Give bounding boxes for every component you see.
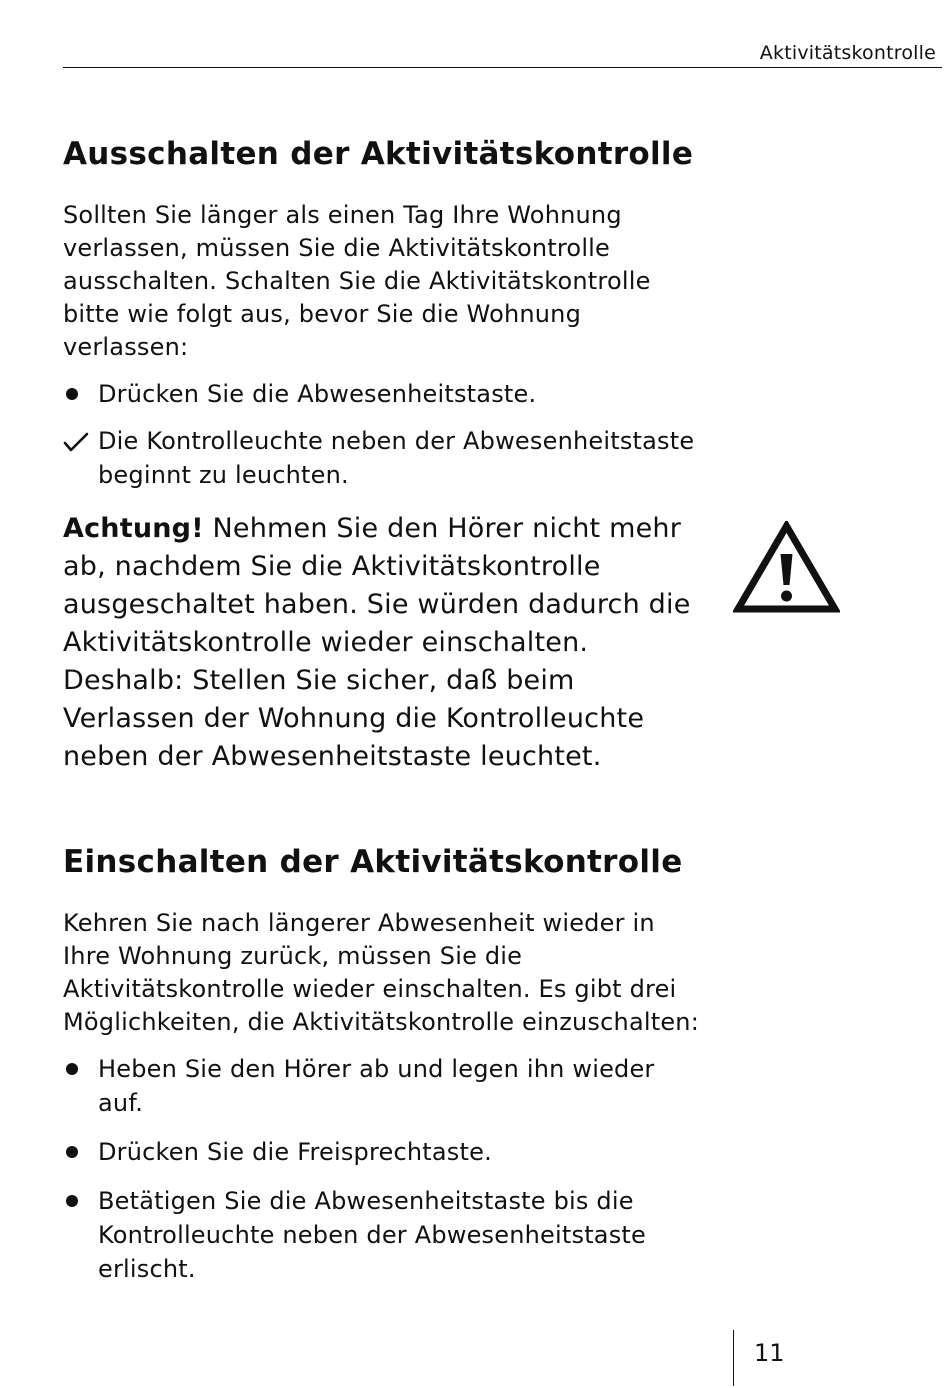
list-item [63, 1184, 703, 1286]
warning-body: Nehmen Sie den Hörer nicht mehr ab, nachdem Sie die Aktivitätskontrolle ausgeschaltet haben. Sie würden dadurch die Aktivitätskontrolle wieder einschalten. Deshalb: Stellen Sie sicher, daß beim Verlassen der Wohnung die Kontrolleuchte neben der Abwesenheitstaste leuchtet. [63, 513, 691, 772]
running-head: Aktivitätskontrolle [759, 42, 936, 64]
warning-triangle-icon [733, 521, 840, 614]
header-rule [63, 67, 942, 68]
page-content [63, 126, 703, 1286]
section-intro-deactivate: Sollten Sie länger als einen Tag Ihre Wohnung verlassen, müssen Sie die Aktivitätskontrolle ausschalten. Schalten Sie die Aktivitätskontrolle bitte wie folgt aus, bevor Sie die Wohnung verlassen: [63, 201, 651, 361]
list-item-text: Betätigen Sie die Abwesenheitstaste bis die Kontrolleuchte neben der Abwesenheitstaste erlischt. [98, 1187, 646, 1283]
list-item-text: Drücken Sie die Freisprechtaste. [98, 1138, 492, 1166]
section-title-activate: Einschalten der Aktivitätskontrolle [63, 844, 683, 880]
bullet-icon [66, 1063, 78, 1075]
warning-text [63, 510, 703, 776]
list-item [63, 377, 703, 411]
warning-label: Achtung! [63, 513, 204, 544]
list-item [63, 1135, 703, 1169]
section-title-deactivate: Ausschalten der Aktivitätskontrolle [63, 136, 694, 172]
section-intro-activate: Kehren Sie nach längerer Abwesenheit wieder in Ihre Wohnung zurück, müssen Sie die Aktivitätskontrolle wieder einschalten. Es gibt drei Möglichkeiten, die Aktivitätskontrolle einzuschalten: [63, 909, 699, 1036]
result-item [63, 424, 703, 492]
bullet-icon [66, 1195, 78, 1207]
checkmark-icon [63, 431, 89, 453]
footer-rule [733, 1330, 734, 1386]
list-item-text: Drücken Sie die Abwesenheitstaste. [98, 380, 537, 408]
result-text: Die Kontrolleuchte neben der Abwesenheitstaste beginnt zu leuchten. [98, 427, 695, 489]
bullet-icon [66, 388, 78, 400]
list-item-text: Heben Sie den Hörer ab und legen ihn wieder auf. [98, 1055, 655, 1117]
list-item [63, 1052, 703, 1120]
page-number: 11 [754, 1339, 785, 1367]
bullet-icon [66, 1146, 78, 1158]
